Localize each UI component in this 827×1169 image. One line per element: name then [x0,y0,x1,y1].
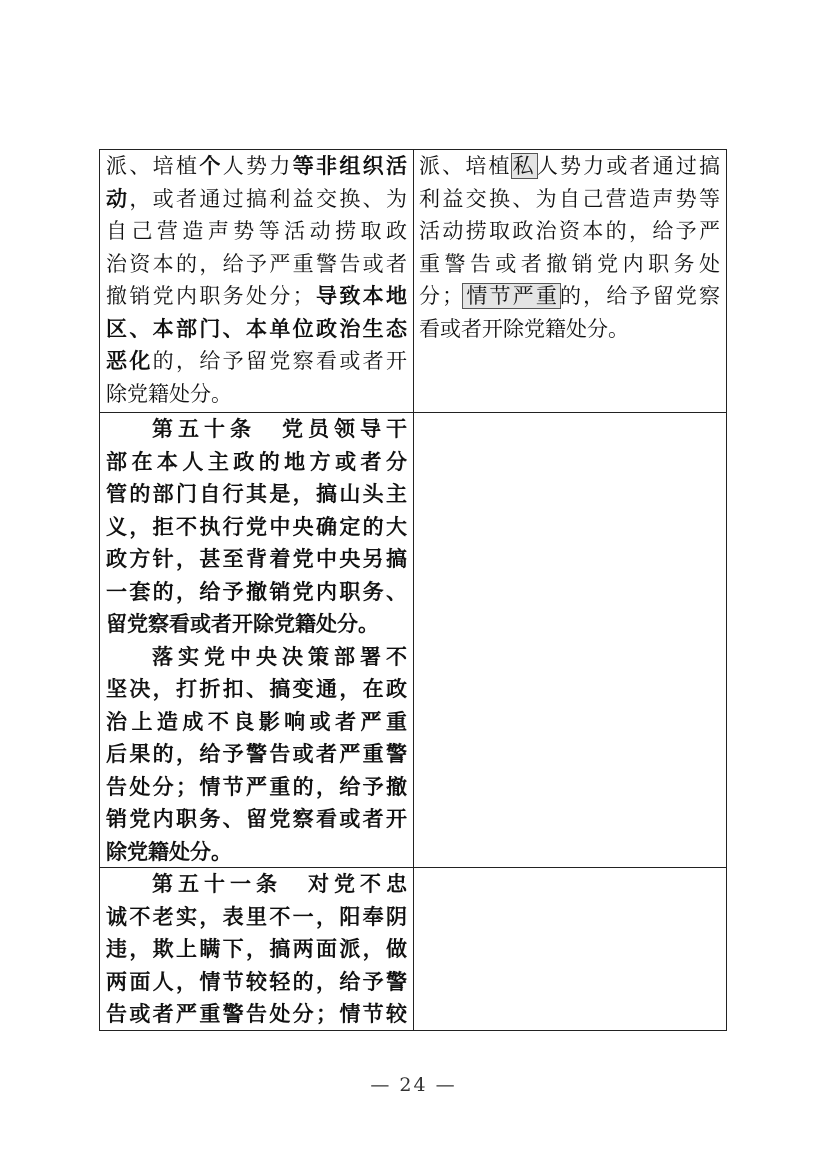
text-line: 一套的，给予撤销党内职务、 [106,578,407,604]
text-run: 活动捞取政治资本的，给予严 [419,219,720,243]
text-run: 派、培植 [106,154,200,178]
text-line [106,313,407,346]
text-line [106,215,407,248]
text-line: 部在本人主政的地方或者分 [106,448,407,474]
text-line [106,150,407,183]
text-run: 的，给予留党察看或者开 [152,349,408,373]
text-line: 除党籍处分。 [106,838,232,864]
row1-left-cell [106,150,407,410]
text-line: 两面人，情节较轻的，给予警 [106,968,407,994]
bold-text: 导致本地 [313,283,408,308]
text-run: 撤销党内职务处分； [106,284,314,308]
text-run: 人势力 [222,154,293,178]
text-line [419,280,720,313]
text-line: 告或者严重警告处分；情节较 [106,1001,407,1026]
bold-text: 区、本部门、本单位政治生态 [106,315,407,341]
bold-text: 个 [199,153,223,178]
text-line: 坚决，打折扣、搞变通，在政 [106,676,407,701]
text-line [106,378,407,411]
row3-left-cell [106,868,407,1031]
highlighted-text: 情节严重 [464,284,560,308]
text-line [419,248,720,281]
highlighted-text: 私 [512,154,536,178]
text-run: 重警告或者撤销党内职务处 [419,251,720,276]
text-run: 派、培植 [419,154,512,178]
comparison-table [99,149,727,1031]
text-line [106,248,407,281]
text-run: 人势力或者通过搞 [536,154,721,178]
row1-right-cell [419,150,720,345]
page-number: — 24 — [370,1074,457,1096]
text-run: 治资本的，给予严重警告或者 [106,251,407,276]
text-run: 除党籍处分。 [106,381,232,406]
text-line: 留党察看或者开除党籍处分。 [106,611,379,636]
text-run: 的，给予留党察 [560,284,721,308]
text-line [106,183,407,216]
text-run: 自己营造声势等活动捞取政 [106,219,407,243]
text-line: 后果的，给予警告或者严重警 [106,741,407,766]
text-run: 看或者开除党籍处分。 [419,316,629,341]
text-line: 第五十一条 对党不忠 [152,871,407,896]
row2-left-cell [106,413,407,868]
text-line [419,150,720,183]
bold-text: 恶化 [106,348,153,373]
text-line: 治上造成不良影响或者严重 [106,708,407,734]
text-line: 第五十条 党员领导干 [152,416,407,441]
text-line: 告处分；情节严重的，给予撤 [106,773,407,799]
text-line [419,313,720,346]
text-line: 违，欺上瞒下，搞两面派，做 [106,936,407,961]
text-line [419,183,720,216]
text-line: 诚不老实，表里不一，阳奉阴 [106,903,407,929]
text-line: 政方针，甚至背着党中央另搞 [106,546,407,571]
text-line [106,345,407,378]
text-line [106,280,407,313]
text-run: ，或者通过搞利益交换、为 [129,186,408,211]
text-line: 管的部门自行其是，搞山头主 [106,481,407,506]
bold-text: 等非组织活 [292,153,408,178]
column-divider [413,150,414,1030]
text-run: 利益交换、为自己营造声势等 [419,186,720,211]
text-line: 落实党中央决策部署不 [152,643,407,669]
text-run: 分； [419,284,464,308]
text-line [419,215,720,248]
text-line: 销党内职务、留党察看或者开 [106,806,407,831]
bold-text: 动 [106,185,130,211]
text-line: 义，拒不执行党中央确定的大 [106,513,407,539]
